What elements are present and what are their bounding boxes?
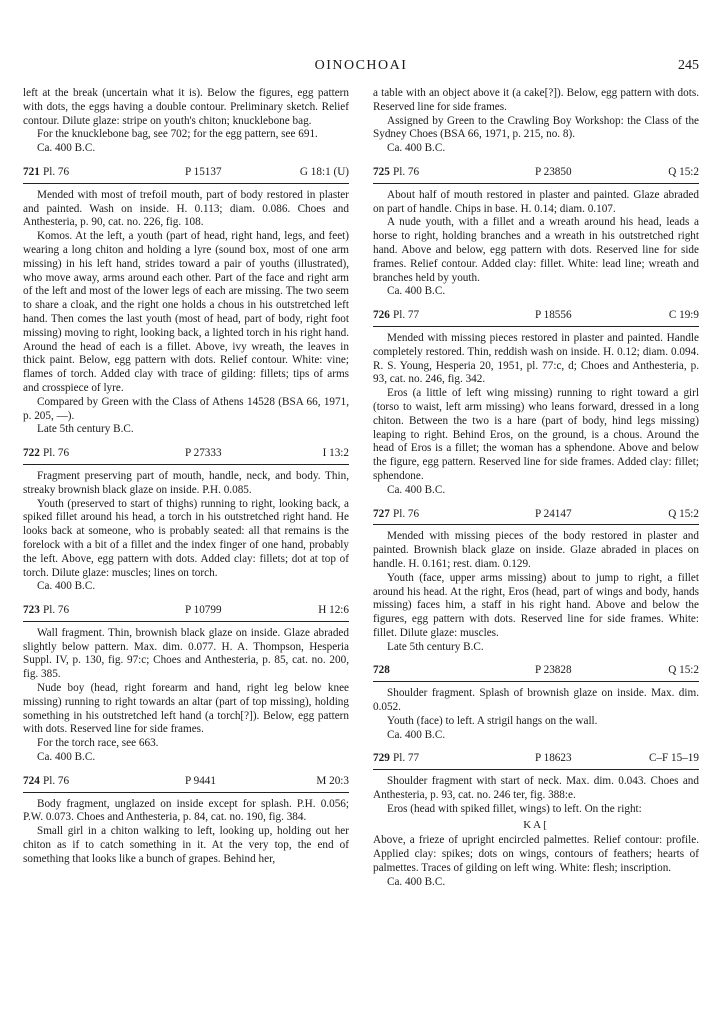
paragraph: Eros (a little of left wing missing) running to right toward a girl (torso to waist, left arm missing) who leans forward, dressed in a long chiton. Between the two is a hare (part of body, hind legs missing) leaping to right. Behind Eros, on the ground, is a chous. Around the head of Eros is a fillet; the woman has a sphendone. Above and below the figure, egg pattern. Reserved line for side frames. Added clay: fillet; sphendone. <box>373 387 699 482</box>
catalogue-entry-723 <box>23 604 349 765</box>
date-line: Late 5th century B.C. <box>37 423 134 436</box>
paragraph: Compared by Green with the Class of Athens 14528 (BSA 66, 1971, p. 205, —). <box>23 395 349 422</box>
plate-ref: Pl. 76 <box>43 774 70 787</box>
deposit-ref: M 20:3 <box>316 774 349 787</box>
entry-rule <box>23 792 349 793</box>
plate-ref: Pl. 76 <box>43 447 70 460</box>
inventory-number: P 18556 <box>535 309 572 322</box>
left-column <box>23 87 349 867</box>
catalogue-entry-721 <box>23 166 349 437</box>
catalogue-entry-726 <box>373 309 699 497</box>
paragraph: Fragment preserving part of mouth, handle, neck, and body. Thin, streaky brownish black glaze on inside. P.H. 0.085. <box>23 469 349 496</box>
paragraph: Body fragment, unglazed on inside except for splash. P.H. 0.056; P.W. 0.073. Choes and Anthesteria, p. 84, cat. no. 190, fig. 384. <box>23 797 349 824</box>
running-head <box>23 58 699 76</box>
entry-header <box>23 775 349 789</box>
right-column <box>373 87 699 890</box>
paragraph: Eros (head with spiked fillet, wings) to left. On the right: <box>387 802 642 815</box>
paragraph: Nude boy (head, right forearm and hand, right leg below knee missing) running to right towards an altar (part of top missing), holding something in his outstretched left hand (a torch[?]). Below, egg pattern with dots. Reserved line for side frames. <box>23 682 349 736</box>
entry-header <box>373 752 699 766</box>
deposit-ref: Q 15:2 <box>668 664 699 677</box>
entry-rule <box>373 681 699 682</box>
paragraph: Komos. At the left, a youth (part of head, right hand, legs, and feet) wearing a long chiton and holding a lyre (sound box, most of one arm missing) in his left hand, strides toward a pair of youths (illustrated), who move away, arms around each other. Part of the face and right arm of the left and most of the lower legs of each are missing. The two seem to share a cloak, and the right one holds a chous in his outstretched left hand. Then comes the last youth (most of head, part of body, right foot missing) moving to right, looking back, a lighted torch in his right hand. Around the head of each is a fillet. Above, ivy wreath, the leaves in thick paint. Below, egg pattern with dots. Relief contour. White: vine; flames of torch. Added clay with trace of gilding: fillets; tips of arms and crosspiece of lyre. <box>23 230 349 394</box>
page-number: 245 <box>678 58 699 73</box>
date-line: Ca. 400 B.C. <box>387 285 446 298</box>
inventory-number: P 9441 <box>185 774 216 787</box>
catalogue-entry-722 <box>23 447 349 594</box>
entry-rule <box>373 326 699 327</box>
entry-number: 725 <box>373 165 390 178</box>
catalogue-entry-729 <box>373 752 699 889</box>
date-line: Late 5th century B.C. <box>387 640 484 653</box>
running-title: OINOCHOAI <box>314 58 408 73</box>
inventory-number: P 23828 <box>535 664 572 677</box>
entry-header <box>23 447 349 461</box>
plate-ref: Pl. 76 <box>43 604 70 617</box>
deposit-ref: Q 15:2 <box>668 507 699 520</box>
date-line: Ca. 400 B.C. <box>387 483 446 496</box>
entry-number: 729 <box>373 752 390 765</box>
deposit-ref: C–F 15–19 <box>648 752 699 765</box>
entry-header <box>23 166 349 180</box>
entry-rule <box>23 464 349 465</box>
entry-header <box>373 508 699 522</box>
date-line: Ca. 400 B.C. <box>37 751 96 764</box>
paragraph: For the torch race, see 663. <box>37 737 159 750</box>
paragraph: left at the break (uncertain what it is). Below the figures, egg pattern with dots, the eggs having a double contour. Preliminary sketch. Relief contour. Dilute glaze: stripe on youth's chiton; knucklebone bag. <box>23 87 349 127</box>
entry-rule <box>23 621 349 622</box>
entry-number: 724 <box>23 774 40 787</box>
inventory-number: P 27333 <box>185 447 222 460</box>
catalogue-page <box>23 0 699 1024</box>
plate-ref: Pl. 76 <box>43 165 70 178</box>
entry-header <box>373 309 699 323</box>
entry-number: 726 <box>373 309 390 322</box>
plate-ref: Pl. 77 <box>393 752 420 765</box>
entry-rule <box>23 183 349 184</box>
paragraph: Shoulder fragment with start of neck. Max. dim. 0.043. Choes and Anthesteria, p. 93, cat. no. 246 ter, fig. 388:e. <box>373 775 699 802</box>
inventory-number: P 23850 <box>535 165 572 178</box>
entry-number: 728 <box>373 664 390 677</box>
entry-number: 727 <box>373 507 390 520</box>
plate-ref: Pl. 76 <box>393 165 420 178</box>
plate-ref: Pl. 77 <box>393 309 420 322</box>
paragraph: Mended with missing pieces restored in plaster and painted. Handle completely restored. Thin, reddish wash on inside. H. 0.12; diam. 0.094. R. S. Young, Hesperia 20, 1951, pl. 77:c, d; Choes and Anthesteria, p. 93, cat. no. 246, fig. 342. <box>373 331 699 386</box>
paragraph: A nude youth, with a fillet and a wreath around his head, leads a horse to right, holding branches and a wreath in his outstretched right hand. Above and below, egg pattern with dots. Reserved line for side frames. Relief contour. Added clay: fillet. White: lead line; wreath and branches held by youth. <box>373 216 699 284</box>
paragraph: Shoulder fragment. Splash of brownish glaze on inside. Max. dim. 0.052. <box>373 687 699 714</box>
catalogue-entry-727 <box>373 508 699 655</box>
paragraph: Above, a frieze of upright encircled palmettes. Relief contour: profile. Applied clay: spikes; dots on wings, contours of feathers; hearts of palmettes. Traces of gilding on left wing. White: flesh; inscription. <box>373 834 699 875</box>
inscription: ΚΑ[ <box>523 818 549 831</box>
inventory-number: P 18623 <box>535 752 572 765</box>
date-line: Ca. 400 B.C. <box>387 728 446 741</box>
plate-ref: Pl. 76 <box>393 507 420 520</box>
date-line: Ca. 400 B.C. <box>37 580 96 593</box>
paragraph: About half of mouth restored in plaster and painted. Glaze abraded on part of handle. Chips in base. H. 0.14; diam. 0.107. <box>373 188 699 215</box>
paragraph: Youth (preserved to start of thighs) running to right, looking back, a spiked fillet around his head, a torch in his outstretched right hand. He looks back at someone, who is probably seated: all that remains is the forelock with a bit of a fillet and the index finger of one hand, probably the left. Above, egg pattern with dots. Added clay: fillets; dot at top of torch. Dilute glaze: muscles; lines on torch. <box>23 497 349 579</box>
deposit-ref: H 12:6 <box>318 604 349 617</box>
paragraph: Assigned by Green to the Crawling Boy Workshop: the Class of the Sydney Choes (BSA 66, 1971, p. 215, no. 8). <box>373 114 699 141</box>
entry-number: 723 <box>23 604 40 617</box>
paragraph: For the knucklebone bag, see 702; for the egg pattern, see 691. <box>37 128 318 141</box>
entry-header <box>373 166 699 180</box>
inventory-number: P 10799 <box>185 604 222 617</box>
paragraph: Wall fragment. Thin, brownish black glaze on inside. Glaze abraded slightly below pattern. Max. dim. 0.077. H. A. Thompson, Hesperia Suppl. IV, p. 130, fig. 97:c; Choes and Anthesteria, p. 85, cat. no. 200, fig. 385. <box>23 626 349 681</box>
deposit-ref: G 18:1 (U) <box>299 165 349 178</box>
catalogue-entry-725 <box>373 166 699 299</box>
deposit-ref: C 19:9 <box>668 309 699 322</box>
entry-header <box>373 664 699 678</box>
entry-header <box>23 604 349 618</box>
catalogue-entry-728 <box>373 664 699 742</box>
catalogue-entry-724 <box>23 775 349 867</box>
date-line: Ca. 400 B.C. <box>387 875 446 888</box>
paragraph: a table with an object above it (a cake[?]). Below, egg pattern with dots. Reserved line for side frames. <box>373 87 699 113</box>
entry-rule <box>373 524 699 525</box>
inventory-number: P 24147 <box>535 507 572 520</box>
paragraph: Mended with most of trefoil mouth, part of body restored in plaster and painted. Wash on inside. H. 0.113; diam. 0.086. Choes and Anthesteria, p. 90, cat. no. 226, fig. 108. <box>23 188 349 229</box>
entry-number: 722 <box>23 447 40 460</box>
paragraph: Youth (face, upper arms missing) about to jump to right, a fillet around his head. At the right, Eros (head, part of wings and body, hands missing) faces him, a staff in his right hand. Above and below the figures, egg pattern with dots. Reserved line for side frames. White: fillet. Dilute glaze: muscles. <box>373 571 699 639</box>
date-line: Ca. 400 B.C. <box>37 142 96 155</box>
paragraph: Small girl in a chiton walking to left, looking up, holding out her chiton as if to catch something in it. At the very top, the end of something that looks like a bunch of grapes. Behind her, <box>23 825 349 865</box>
paragraph: Mended with missing pieces of the body restored in plaster and painted. Brownish black glaze on inside. Glaze abraded in places on handle. H. 0.161; rest. diam. 0.129. <box>373 530 699 570</box>
entry-rule <box>373 769 699 770</box>
paragraph: Youth (face) to left. A strigil hangs on the wall. <box>387 714 598 727</box>
entry-number: 721 <box>23 165 40 178</box>
date-line: Ca. 400 B.C. <box>387 142 446 155</box>
inventory-number: P 15137 <box>185 165 222 178</box>
deposit-ref: I 13:2 <box>322 447 349 460</box>
deposit-ref: Q 15:2 <box>668 165 699 178</box>
entry-rule <box>373 183 699 184</box>
